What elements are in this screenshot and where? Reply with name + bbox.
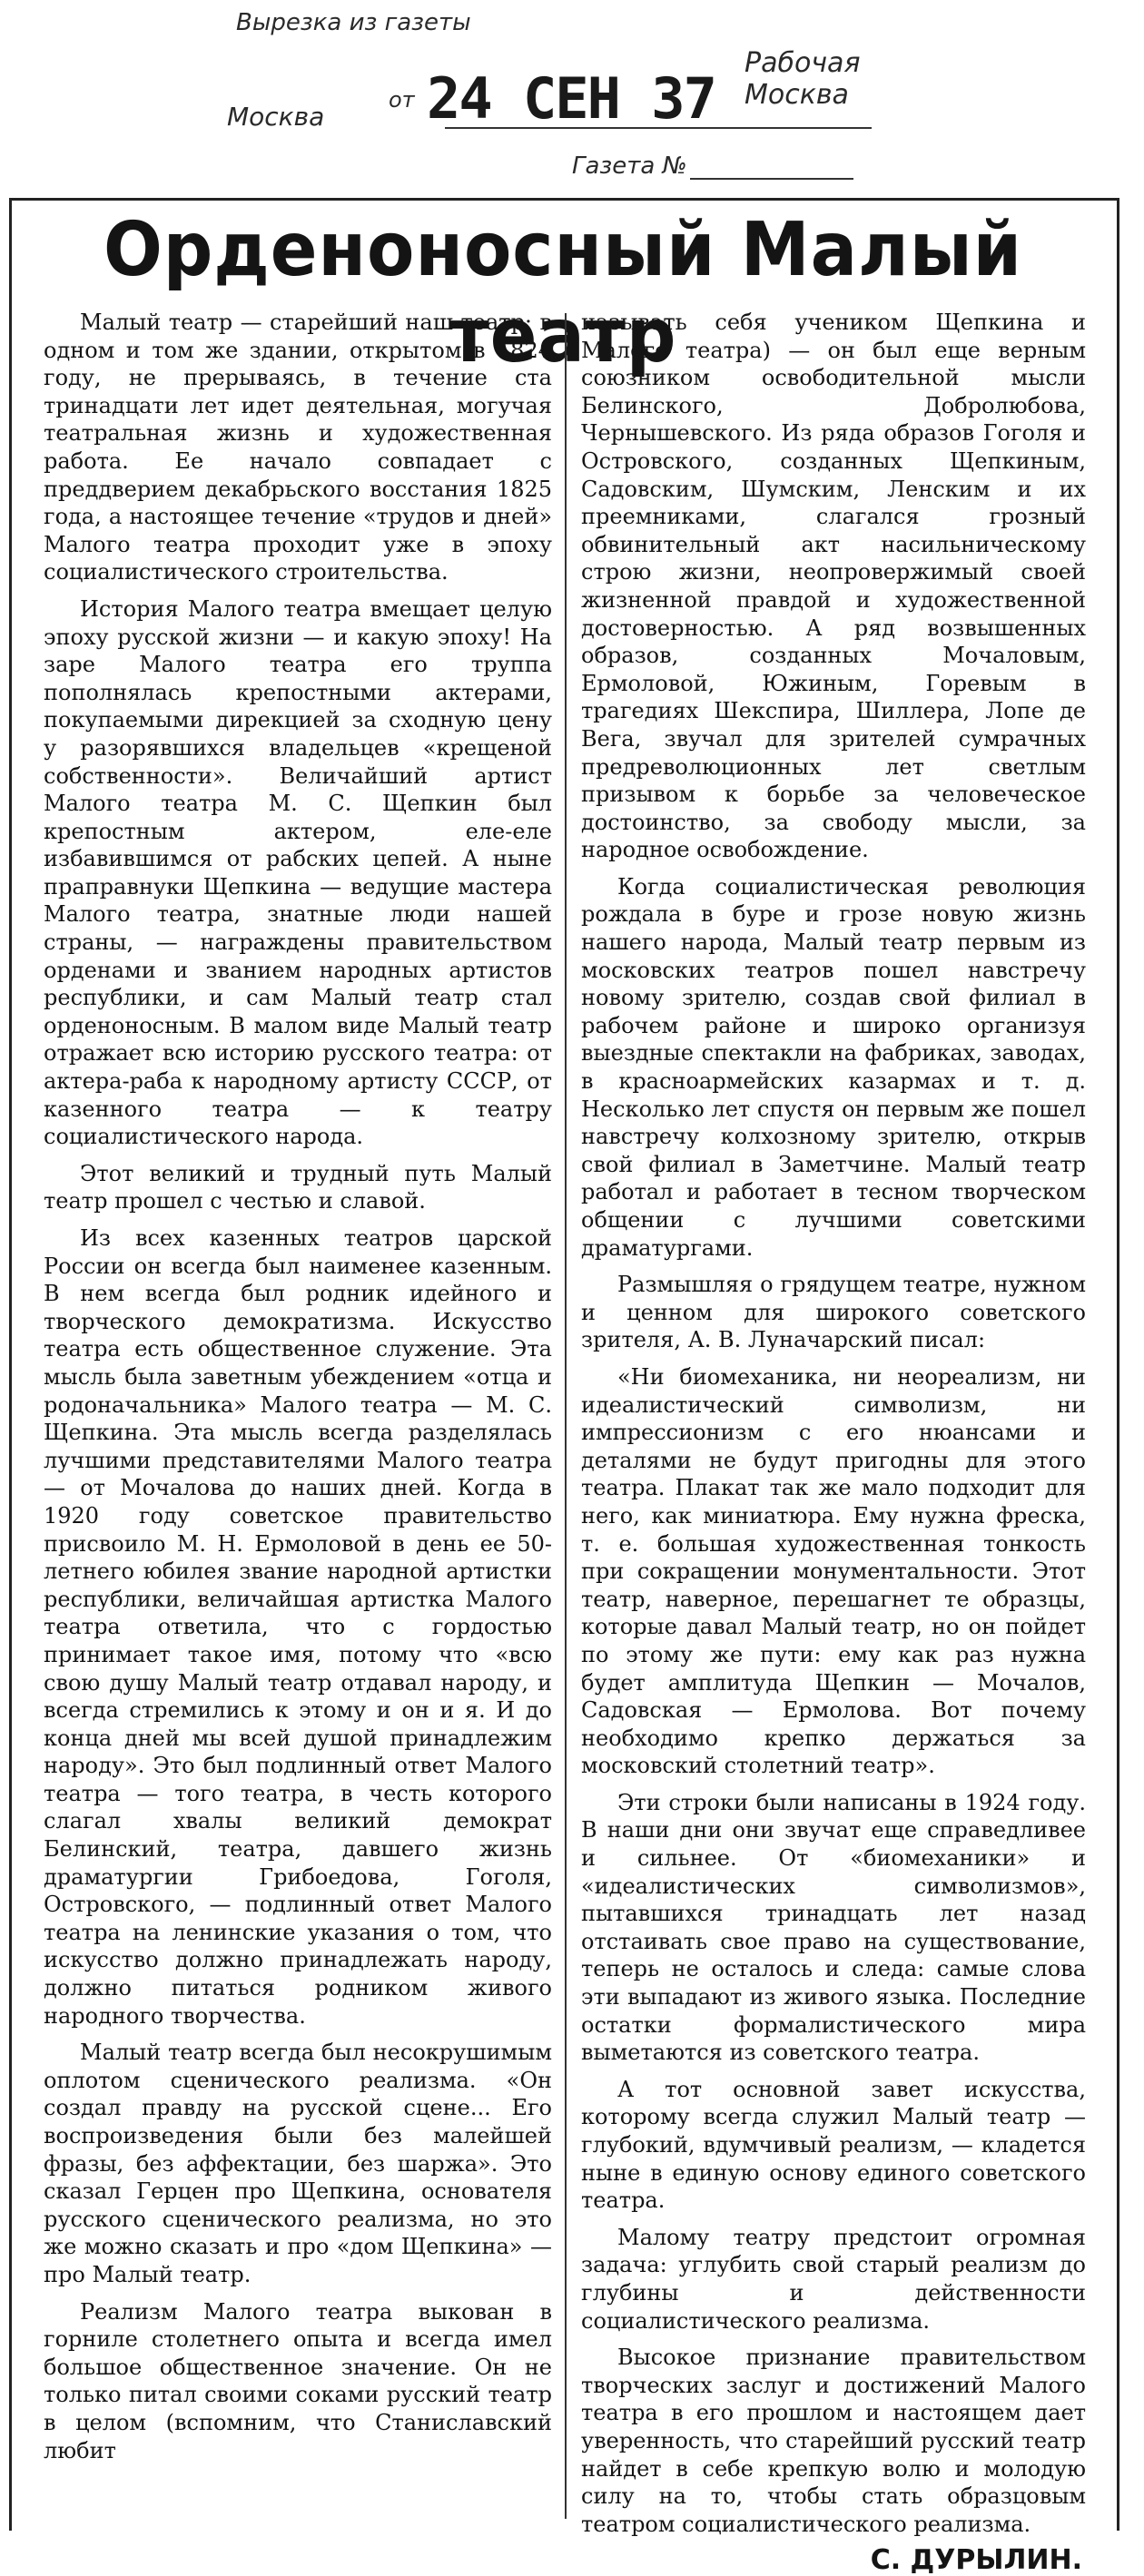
paragraph: А тот основной завет искусства, которому всегда служил Малый театр — глубокий, вдумчивый реализм, — кладется ныне в единую основу единого советского театра. — [581, 2076, 1086, 2214]
frame-right-rule — [1117, 198, 1119, 2531]
paragraph: Высокое признание правительством творческих заслуг и достижений Малого театра в его прошлом и настоящем дает уверенность, что старейший русский театр найдет в себе крепкую волю и молодую силу на то, чтобы стать образцовым театром социалистического реализма. — [581, 2345, 1086, 2537]
paragraph: Эти строки были написаны в 1924 году. В наши дни они звучат еще справедливее и сильнее. От «биомеханики» и «идеалистических символизмов», пытавшихся тринадцать лет назад отстаивать свое право на существование, теперь не осталось и следа: самые слова эти выпадают из живого языка. Последние остатки формалистического мира выметаются из советского театра. — [581, 1789, 1086, 2066]
paragraph: Реализм Малого театра выкован в горниле столетнего опыта и всегда имел большое общественное значение. Он не только питал своими соками русский театр в целом (вспомним, что Станиславский любит — [44, 2298, 552, 2463]
from-label: от — [389, 87, 415, 113]
paragraph: Малому театру предстоит огромная задача: углубить свой старый реализм до глубины и действенности социалистического реализма. — [581, 2224, 1086, 2334]
date-underline — [445, 127, 872, 129]
newspaper-name: Рабочая Москва — [745, 47, 861, 111]
frame-left-rule — [9, 198, 12, 2531]
paragraph: «Ни биомеханика, ни неореализм, ни идеалистический символизм, ни импрессионизм с его нюансами и деталями не будут пригодны для этого театра. Плакат так же мало подходит для него, как миниатюра. Ему нужна фреска, т. е. большая художественная тонкость при сокращении монументальности. Этот театр, наверное, перешагнет те образцы, которые давал Малый театр, но он пойдет по этому же пути: ему как раз нужна будет амплитуда Щепкин — Мочалов, Садовская — Ермолова. Вот почему необходимо крепко держаться за московский столетний театр». — [581, 1363, 1086, 1779]
paragraph: Размышляя о грядущем театре, нужном и ценном для широкого советского зрителя, А. В. Луначарский писал: — [581, 1272, 1086, 1353]
paragraph: Из всех казенных театров царской России он всегда был наименее казенным. В нем всегда был родник идейного и творческого демократизма. Искусство театра есть общественное служение. Эта мысль была заветным убеждением «отца и родоначальника» Малого театра — М. С. Щепкина. Эта мысль всегда разделялась лучшими представителями Малого театра — от Мочалова до наших дней. Когда в 1920 году советское правительство присвоило М. Н. Ермоловой в день ее 50-летнего юбилея звание народной артистки республики, величайшая артистка Малого театра ответила, что с гордостью принимает такое имя, потому что «всю свою душу Малый театр отдавал народу, и всегда стремились к этому и он и я. И до конца дней мы всей душой принадлежим народу». Это был подлинный ответ Малого театра — того театра, в честь которого слагал хвалы великий демократ Белинский, театра, давшего жизнь драматургии Грибоедова, Гоголя, Островского, — подлинный ответ Малого театра на ленинские указания о том, что искусство должно принадлежать народу, должно питаться родником живого народного творчества. — [44, 1225, 552, 2029]
number-underline — [690, 178, 853, 180]
article-headline: Орденоносный Малый театр — [103, 207, 1023, 379]
column-divider — [565, 313, 567, 2519]
paragraph: Этот великий и трудный путь Малый театр прошел с честью и славой. — [44, 1160, 552, 1214]
author-signature: С. ДУРЫЛИН. — [870, 2544, 1082, 2576]
frame-top-rule — [9, 198, 1119, 201]
city-label: Москва — [227, 102, 325, 132]
newspaper-number-label: Газета № — [572, 152, 687, 180]
paragraph: История Малого театра вмещает целую эпоху русской жизни — и какую эпоху! На заре Малого театра его труппа пополнялась крепостными актерами, покупаемыми дирекцией за сходную цену у разорявшихся владельцев «крещеной собственности». Величайший артист Малого театра М. С. Щепкин был крепостным актером, еле-еле избавившимся от рабских цепей. А ныне праправнуки Щепкина — ведущие мастера Малого театра, знатные люди нашей страны, — награждены правительством орденами и званием народных артистов республики, и сам Малый театр стал орденоносным. В малом виде Малый театр отражает всю историю русского театра: от актера-раба к народному артисту СССР, от казенного театра — к театру социалистического народа. — [44, 595, 552, 1150]
paragraph: называть себя учеником Щепкина и Малого театра) — он был еще верным союзником освободительной мысли Белинского, Добролюбова, Чернышевского. Из ряда образов Гоголя и Островского, созданных Щепкиным, Садовским, Шумским, Ленским и их преемниками, слагался грозный обвинительный акт насильническому строю жизни, неопровержимый своей жизненной правдой и художественной достоверностью. А ряд возвышенных образов, созданных Мочаловым, Ермоловой, Южиным, Горевым в трагедиях Шекспира, Шиллера, Лопе де Вега, звучал для зрителей сумрачных предреволюционных лет светлым призывом к борьбе за человеческое достоинство, за свободу мысли, за народное освобождение. — [581, 310, 1086, 863]
paragraph: Малый театр всегда был несокрушимым оплотом сценического реализма. «Он создал правду на русской сцене... Его воспроизведения были без малейшей фразы, без аффектации, без шаржа». Это сказал Герцен про Щепкина, основателя русского сценического реализма, но это же можно сказать и про «дом Щепкина» — про Малый театр. — [44, 2040, 552, 2287]
paragraph: Малый театр — старейший наш театр: в одном и том же здании, открытом в 1824 году, не прерываясь, в течение ста тринадцати лет идет деятельная, могучая театральная жизнь и художественная работа. Ее начало совпадает с преддверием декабрьского восстания 1825 года, а настоящее течение «трудов и дней» Малого театра проходит уже в эпоху социалистического строительства. — [44, 310, 552, 585]
paragraph: Когда социалистическая революция рождала в буре и грозе новую жизнь нашего народа, Малый театр первым из московских театров пошел навстречу новому зрителю, создав свой филиал в рабочем районе и широко организуя выездные спектакли на фабриках, заводах, в красноармейских казармах и т. д. Несколько лет спустя он первым же пошел навстречу колхозному зрителю, открыв свой филиал в Заметчине. Малый театр работал и работает в тесном творческом общении с лучшими советскими драматургами. — [581, 873, 1086, 1261]
article-column-left — [44, 309, 552, 2514]
date-stamp: 24 СЕН 37 — [427, 65, 715, 132]
clipping-stamp — [182, 0, 872, 186]
article-column-right — [581, 309, 1086, 2576]
clipping-label: Вырезка из газеты — [236, 9, 471, 36]
